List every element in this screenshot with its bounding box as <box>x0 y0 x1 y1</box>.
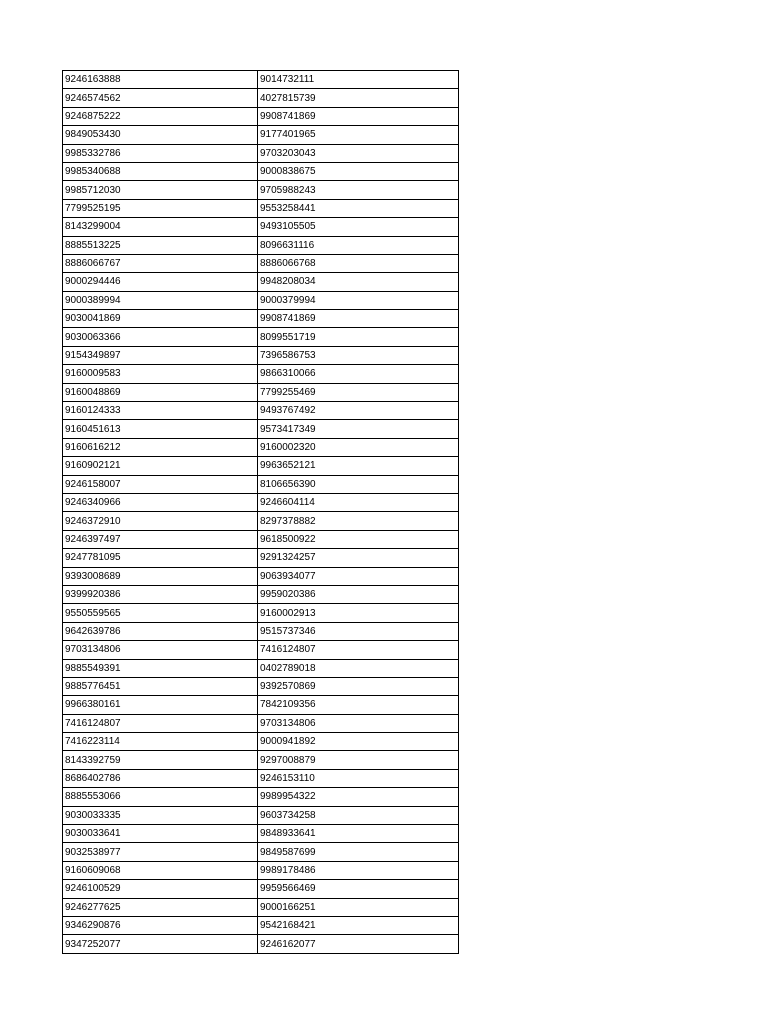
table-row <box>63 107 459 125</box>
table-row <box>63 310 459 328</box>
phone-cell-column-b: 9908741869 <box>258 107 459 125</box>
table-row <box>63 254 459 272</box>
table-row <box>63 512 459 530</box>
phone-cell-column-a: 9985340688 <box>63 162 258 180</box>
table-row <box>63 751 459 769</box>
phone-cell-column-a: 9030063366 <box>63 328 258 346</box>
phone-cell-column-a: 8885513225 <box>63 236 258 254</box>
table-body <box>63 71 459 954</box>
phone-cell-column-b: 9703203043 <box>258 144 459 162</box>
phone-cell-column-a: 9985332786 <box>63 144 258 162</box>
phone-cell-column-a: 9703134806 <box>63 641 258 659</box>
table-row <box>63 769 459 787</box>
table-row <box>63 659 459 677</box>
phone-cell-column-b: 9291324257 <box>258 549 459 567</box>
phone-cell-column-a: 8885553066 <box>63 788 258 806</box>
phone-cell-column-a: 9160451613 <box>63 420 258 438</box>
phone-cell-column-a: 8143299004 <box>63 218 258 236</box>
phone-cell-column-b: 9848933641 <box>258 825 459 843</box>
phone-cell-column-b: 9246162077 <box>258 935 459 953</box>
phone-cell-column-b: 9908741869 <box>258 310 459 328</box>
phone-cell-column-b: 8106656390 <box>258 475 459 493</box>
phone-cell-column-a: 9246397497 <box>63 530 258 548</box>
phone-cell-column-a: 9966380161 <box>63 696 258 714</box>
phone-cell-column-a: 9160048869 <box>63 383 258 401</box>
phone-cell-column-a: 9885776451 <box>63 677 258 695</box>
phone-cell-column-a: 9849053430 <box>63 126 258 144</box>
phone-cell-column-b: 9000941892 <box>258 733 459 751</box>
phone-cell-column-a: 9160124333 <box>63 402 258 420</box>
table-row <box>63 825 459 843</box>
table-row <box>63 788 459 806</box>
table-row <box>63 806 459 824</box>
table-row <box>63 346 459 364</box>
phone-cell-column-b: 9392570869 <box>258 677 459 695</box>
table-row <box>63 199 459 217</box>
table-row <box>63 475 459 493</box>
table-row <box>63 843 459 861</box>
phone-cell-column-b: 9297008879 <box>258 751 459 769</box>
phone-cell-column-b: 9959020386 <box>258 585 459 603</box>
phone-cell-column-b: 9573417349 <box>258 420 459 438</box>
phone-cell-column-b: 9989954322 <box>258 788 459 806</box>
table-row <box>63 89 459 107</box>
table-row <box>63 641 459 659</box>
phone-cell-column-a: 9160902121 <box>63 457 258 475</box>
phone-cell-column-a: 9000294446 <box>63 273 258 291</box>
phone-cell-column-a: 9642639786 <box>63 622 258 640</box>
phone-cell-column-b: 9160002320 <box>258 438 459 456</box>
phone-cell-column-a: 9246372910 <box>63 512 258 530</box>
phone-cell-column-a: 9030033335 <box>63 806 258 824</box>
phone-cell-column-a: 9550559565 <box>63 604 258 622</box>
phone-cell-column-b: 9553258441 <box>258 199 459 217</box>
table-row <box>63 622 459 640</box>
table-row <box>63 438 459 456</box>
table-row <box>63 457 459 475</box>
phone-cell-column-b: 9542168421 <box>258 916 459 934</box>
phone-cell-column-a: 9246277625 <box>63 898 258 916</box>
phone-cell-column-a: 9030041869 <box>63 310 258 328</box>
phone-cell-column-a: 8143392759 <box>63 751 258 769</box>
phone-cell-column-b: 7799255469 <box>258 383 459 401</box>
phone-cell-column-b: 9000166251 <box>258 898 459 916</box>
phone-cell-column-b: 9603734258 <box>258 806 459 824</box>
phone-cell-column-a: 7799525195 <box>63 199 258 217</box>
table-row <box>63 218 459 236</box>
phone-cell-column-a: 9246163888 <box>63 71 258 89</box>
phone-cell-column-b: 9703134806 <box>258 714 459 732</box>
table-row <box>63 273 459 291</box>
phone-cell-column-b: 9493105505 <box>258 218 459 236</box>
phone-cell-column-b: 7842109356 <box>258 696 459 714</box>
phone-cell-column-b: 9160002913 <box>258 604 459 622</box>
table-row <box>63 585 459 603</box>
phone-cell-column-b: 8886066768 <box>258 254 459 272</box>
phone-cell-column-a: 9246100529 <box>63 880 258 898</box>
table-row <box>63 861 459 879</box>
table-row <box>63 328 459 346</box>
phone-cell-column-a: 9399920386 <box>63 585 258 603</box>
phone-cell-column-a: 9246340966 <box>63 493 258 511</box>
phone-cell-column-a: 9030033641 <box>63 825 258 843</box>
phone-cell-column-a: 9246574562 <box>63 89 258 107</box>
phone-cell-column-a: 9160616212 <box>63 438 258 456</box>
phone-cell-column-b: 9246604114 <box>258 493 459 511</box>
phone-cell-column-b: 8096631116 <box>258 236 459 254</box>
phone-cell-column-a: 9160609068 <box>63 861 258 879</box>
phone-cell-column-b: 9948208034 <box>258 273 459 291</box>
phone-cell-column-b: 8297378882 <box>258 512 459 530</box>
table-row <box>63 916 459 934</box>
phone-cell-column-a: 9885549391 <box>63 659 258 677</box>
table-row <box>63 530 459 548</box>
phone-cell-column-b: 9849587699 <box>258 843 459 861</box>
phone-cell-column-b: 7396586753 <box>258 346 459 364</box>
phone-cell-column-b: 9493767492 <box>258 402 459 420</box>
table-row <box>63 898 459 916</box>
phone-cell-column-b: 9000379994 <box>258 291 459 309</box>
phone-cell-column-b: 9063934077 <box>258 567 459 585</box>
table-row <box>63 402 459 420</box>
phone-cell-column-a: 9347252077 <box>63 935 258 953</box>
phone-cell-column-a: 9032538977 <box>63 843 258 861</box>
phone-cell-column-b: 4027815739 <box>258 89 459 107</box>
table-row <box>63 126 459 144</box>
phone-cell-column-b: 9000838675 <box>258 162 459 180</box>
table-row <box>63 677 459 695</box>
phone-cell-column-b: 9989178486 <box>258 861 459 879</box>
phone-cell-column-a: 7416124807 <box>63 714 258 732</box>
phone-cell-column-a: 8686402786 <box>63 769 258 787</box>
phone-cell-column-b: 9246153110 <box>258 769 459 787</box>
phone-cell-column-b: 9705988243 <box>258 181 459 199</box>
table-row <box>63 696 459 714</box>
phone-number-table <box>62 70 459 954</box>
phone-cell-column-b: 9177401965 <box>258 126 459 144</box>
table-row <box>63 604 459 622</box>
table-row <box>63 935 459 953</box>
phone-cell-column-a: 8886066767 <box>63 254 258 272</box>
phone-cell-column-a: 9247781095 <box>63 549 258 567</box>
phone-cell-column-b: 9959566469 <box>258 880 459 898</box>
table-row <box>63 236 459 254</box>
phone-cell-column-a: 9246875222 <box>63 107 258 125</box>
table-row <box>63 291 459 309</box>
phone-cell-column-b: 9866310066 <box>258 365 459 383</box>
phone-cell-column-b: 0402789018 <box>258 659 459 677</box>
table-row <box>63 420 459 438</box>
table-row <box>63 144 459 162</box>
table-row <box>63 493 459 511</box>
phone-cell-column-a: 9154349897 <box>63 346 258 364</box>
table-row <box>63 71 459 89</box>
table-row <box>63 383 459 401</box>
phone-cell-column-b: 9618500922 <box>258 530 459 548</box>
table-row <box>63 567 459 585</box>
phone-cell-column-b: 8099551719 <box>258 328 459 346</box>
table-row <box>63 365 459 383</box>
phone-cell-column-b: 9515737346 <box>258 622 459 640</box>
table-row <box>63 714 459 732</box>
table-row <box>63 181 459 199</box>
table-row <box>63 162 459 180</box>
phone-cell-column-a: 9346290876 <box>63 916 258 934</box>
phone-cell-column-a: 9160009583 <box>63 365 258 383</box>
phone-cell-column-a: 9000389994 <box>63 291 258 309</box>
phone-cell-column-a: 9246158007 <box>63 475 258 493</box>
phone-cell-column-a: 9393008689 <box>63 567 258 585</box>
table-row <box>63 549 459 567</box>
table-row <box>63 733 459 751</box>
phone-cell-column-b: 9014732111 <box>258 71 459 89</box>
phone-cell-column-b: 9963652121 <box>258 457 459 475</box>
phone-cell-column-a: 7416223114 <box>63 733 258 751</box>
phone-cell-column-a: 9985712030 <box>63 181 258 199</box>
phone-cell-column-b: 7416124807 <box>258 641 459 659</box>
table-row <box>63 880 459 898</box>
